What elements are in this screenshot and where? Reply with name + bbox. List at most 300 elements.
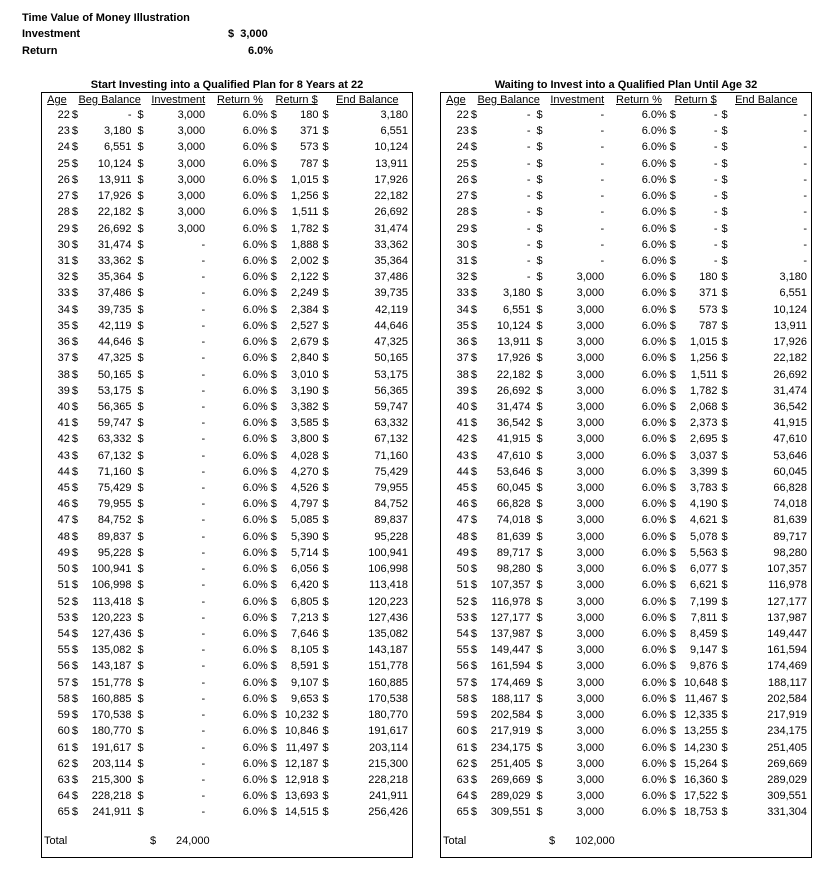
cell-return-pct: 6.0% xyxy=(641,222,667,235)
dollar-sign: $ xyxy=(536,709,543,722)
dollar-sign: $ xyxy=(322,319,329,332)
dollar-sign: $ xyxy=(721,109,728,121)
cell-end-balance: - xyxy=(803,206,807,219)
dollar-sign: $ xyxy=(721,238,728,251)
cell-end-balance: 256,426 xyxy=(368,806,408,819)
cell-end-balance: 3,180 xyxy=(779,271,807,284)
cell-return-dollar: 4,797 xyxy=(290,498,319,511)
cell-return-dollar: 4,028 xyxy=(290,449,319,462)
cell-age: 46 xyxy=(57,498,70,511)
dollar-sign: $ xyxy=(322,206,329,219)
dollar-sign: $ xyxy=(536,611,543,624)
dollar-sign: $ xyxy=(322,676,329,689)
cell-beg-balance: 251,405 xyxy=(490,757,531,770)
cell-age: 59 xyxy=(57,709,70,722)
cell-beg-balance: 106,998 xyxy=(91,579,132,592)
cell-age: 58 xyxy=(456,692,469,705)
cell-return-dollar: - xyxy=(713,173,718,186)
cell-return-dollar: 14,230 xyxy=(683,741,718,754)
cell-age: 22 xyxy=(456,109,469,121)
cell-age: 29 xyxy=(57,222,70,235)
total-row xyxy=(441,833,811,849)
dollar-sign: $ xyxy=(71,482,78,495)
cell-investment: 3,000 xyxy=(576,287,605,300)
cell-investment: 3,000 xyxy=(576,773,605,786)
cell-return-dollar: 17,522 xyxy=(683,790,718,803)
cell-end-balance: 47,325 xyxy=(374,336,408,349)
dollar-sign: $ xyxy=(270,579,277,592)
cell-return-pct: 6.0% xyxy=(242,336,268,349)
dollar-sign: $ xyxy=(270,141,277,154)
total-label: Total xyxy=(44,835,68,847)
dollar-sign: $ xyxy=(669,222,676,235)
cell-end-balance: 36,542 xyxy=(773,400,807,413)
dollar-sign: $ xyxy=(536,530,543,543)
dollar-sign: $ xyxy=(536,660,543,673)
dollar-sign: $ xyxy=(71,173,78,186)
cell-beg-balance: 71,160 xyxy=(97,465,132,478)
cell-return-dollar: 1,015 xyxy=(689,336,718,349)
cell-end-balance: 202,584 xyxy=(767,692,807,705)
cell-return-pct: 6.0% xyxy=(242,287,268,300)
table-row xyxy=(42,431,412,447)
cell-end-balance: 89,717 xyxy=(773,530,807,543)
cell-return-pct: 6.0% xyxy=(242,595,268,608)
dollar-sign: $ xyxy=(536,692,543,705)
dollar-sign: $ xyxy=(536,125,543,138)
cell-end-balance: 203,114 xyxy=(369,741,408,754)
cell-end-balance: 309,551 xyxy=(767,790,807,803)
dollar-sign: $ xyxy=(536,254,543,267)
cell-end-balance: 81,639 xyxy=(773,514,807,527)
cell-investment: - xyxy=(201,660,206,673)
cell-investment: 3,000 xyxy=(576,336,605,349)
cell-return-dollar: 5,390 xyxy=(290,530,319,543)
cell-age: 57 xyxy=(57,676,70,689)
table-header-row xyxy=(441,93,811,107)
dollar-sign: $ xyxy=(322,173,329,186)
dollar-sign: $ xyxy=(137,465,144,478)
dollar-sign: $ xyxy=(322,157,329,170)
table-row xyxy=(42,756,412,772)
dollar-sign: $ xyxy=(536,157,543,170)
cell-end-balance: 120,223 xyxy=(368,595,408,608)
table-row xyxy=(42,675,412,691)
dollar-sign: $ xyxy=(322,222,329,235)
cell-return-pct: 6.0% xyxy=(242,644,268,657)
dollar-sign: $ xyxy=(536,563,543,576)
cell-end-balance: 106,998 xyxy=(368,563,408,576)
cell-return-pct: 6.0% xyxy=(641,336,667,349)
table-row xyxy=(441,594,811,610)
cell-age: 60 xyxy=(456,725,469,738)
dollar-sign: $ xyxy=(669,125,676,138)
return-label: Return xyxy=(22,45,58,57)
dollar-sign: $ xyxy=(536,173,543,186)
cell-age: 54 xyxy=(57,628,70,640)
dollar-sign: $ xyxy=(470,254,477,267)
dollar-sign: $ xyxy=(721,287,728,300)
column-header-age: Age xyxy=(446,94,466,106)
cell-beg-balance: 26,692 xyxy=(496,384,531,397)
dollar-sign: $ xyxy=(470,190,477,203)
cell-age: 62 xyxy=(57,757,70,770)
cell-beg-balance: - xyxy=(526,141,531,154)
table-row xyxy=(42,253,412,269)
dollar-sign: $ xyxy=(669,611,676,624)
dollar-sign: $ xyxy=(536,644,543,657)
dollar-sign: $ xyxy=(137,303,144,316)
cell-end-balance: 13,911 xyxy=(375,157,408,170)
table-row xyxy=(42,399,412,415)
cell-return-dollar: 9,876 xyxy=(689,660,718,673)
cell-beg-balance: 17,926 xyxy=(97,190,132,203)
dollar-sign: $ xyxy=(721,433,728,446)
cell-return-dollar: 2,068 xyxy=(689,400,718,413)
cell-beg-balance: - xyxy=(526,254,531,267)
dollar-sign: $ xyxy=(721,595,728,608)
cell-return-dollar: 1,782 xyxy=(689,384,718,397)
cell-age: 64 xyxy=(57,790,70,803)
table-row xyxy=(42,367,412,383)
cell-beg-balance: 60,045 xyxy=(496,482,531,495)
cell-age: 63 xyxy=(456,773,469,786)
cell-beg-balance: 269,669 xyxy=(490,773,531,786)
cell-investment: 3,000 xyxy=(576,644,605,657)
cell-beg-balance: - xyxy=(526,190,531,203)
cell-age: 32 xyxy=(57,271,70,284)
dollar-sign: $ xyxy=(470,790,477,803)
dollar-sign: $ xyxy=(71,384,78,397)
cell-beg-balance: 149,447 xyxy=(490,644,531,657)
cell-investment: - xyxy=(201,530,206,543)
cell-investment: - xyxy=(201,644,206,657)
dollar-sign: $ xyxy=(322,563,329,576)
cell-return-dollar: 7,213 xyxy=(290,611,319,624)
cell-beg-balance: 17,926 xyxy=(496,352,531,365)
dollar-sign: $ xyxy=(270,546,277,559)
cell-return-dollar: 12,187 xyxy=(284,757,319,770)
dollar-sign: $ xyxy=(137,563,144,576)
dollar-sign: $ xyxy=(71,352,78,365)
dollar-sign: $ xyxy=(470,173,477,186)
cell-return-dollar: - xyxy=(713,222,718,235)
dollar-sign: $ xyxy=(470,644,477,657)
cell-return-dollar: 6,420 xyxy=(290,579,319,592)
cell-return-dollar: 6,056 xyxy=(290,563,319,576)
dollar-sign: $ xyxy=(470,287,477,300)
dollar-sign: $ xyxy=(721,173,728,186)
dollar-sign: $ xyxy=(470,725,477,738)
dollar-sign: $ xyxy=(721,676,728,689)
table-row xyxy=(42,350,412,366)
cell-beg-balance: 89,837 xyxy=(97,530,132,543)
dollar-sign: $ xyxy=(721,271,728,284)
cell-beg-balance: 42,119 xyxy=(98,319,132,332)
cell-investment: - xyxy=(201,384,206,397)
cell-return-dollar: 9,147 xyxy=(689,644,718,657)
cell-age: 28 xyxy=(57,206,70,219)
dollar-sign: $ xyxy=(137,546,144,559)
cell-age: 60 xyxy=(57,725,70,738)
cell-beg-balance: 3,180 xyxy=(103,125,132,138)
cell-investment: - xyxy=(600,254,605,267)
dollar-sign: $ xyxy=(721,498,728,511)
dollar-sign: $ xyxy=(669,173,676,186)
cell-return-pct: 6.0% xyxy=(242,417,268,430)
cell-beg-balance: 13,911 xyxy=(98,173,132,186)
cell-investment: - xyxy=(201,595,206,608)
dollar-sign: $ xyxy=(322,190,329,203)
table-row xyxy=(441,448,811,464)
table-row xyxy=(441,512,811,528)
dollar-sign: $ xyxy=(71,271,78,284)
dollar-sign: $ xyxy=(470,692,477,705)
table-row xyxy=(441,723,811,739)
dollar-sign: $ xyxy=(721,482,728,495)
dollar-sign: $ xyxy=(322,644,329,657)
schedule-table xyxy=(41,92,413,858)
cell-investment: - xyxy=(201,303,206,316)
dollar-sign: $ xyxy=(669,417,676,430)
dollar-sign: $ xyxy=(322,773,329,786)
dollar-sign: $ xyxy=(536,806,543,819)
dollar-sign: $ xyxy=(721,611,728,624)
cell-beg-balance: 56,365 xyxy=(97,400,132,413)
cell-return-pct: 6.0% xyxy=(242,611,268,624)
investment-value: $ 3,000 xyxy=(228,28,268,40)
table-row xyxy=(441,188,811,204)
cell-end-balance: 98,280 xyxy=(773,546,807,559)
cell-beg-balance: 84,752 xyxy=(97,514,132,527)
cell-beg-balance: 35,364 xyxy=(97,271,132,284)
cell-beg-balance: 37,486 xyxy=(97,287,132,300)
dollar-sign: $ xyxy=(721,206,728,219)
column-header-return-dollar: Return $ xyxy=(674,94,717,106)
dollar-sign: $ xyxy=(71,303,78,316)
cell-age: 55 xyxy=(57,644,70,657)
column-header-return-pct: Return % xyxy=(616,94,662,106)
cell-return-pct: 6.0% xyxy=(242,141,268,154)
cell-beg-balance: 6,551 xyxy=(103,141,132,154)
cell-beg-balance: 66,828 xyxy=(496,498,531,511)
cell-beg-balance: - xyxy=(526,206,531,219)
cell-return-pct: 6.0% xyxy=(242,352,268,365)
cell-return-dollar: 3,190 xyxy=(290,384,319,397)
cell-beg-balance: - xyxy=(526,173,531,186)
cell-investment: - xyxy=(201,725,206,738)
dollar-sign: $ xyxy=(721,709,728,722)
cell-return-dollar: 1,256 xyxy=(689,352,718,365)
cell-beg-balance: 89,717 xyxy=(496,546,531,559)
table-row xyxy=(441,367,811,383)
dollar-sign: $ xyxy=(322,287,329,300)
table-row xyxy=(42,707,412,723)
total-label: Total xyxy=(443,835,467,847)
cell-age: 52 xyxy=(456,595,469,608)
dollar-sign: $ xyxy=(470,579,477,592)
dollar-sign: $ xyxy=(470,433,477,446)
dollar-sign: $ xyxy=(71,109,78,121)
cell-beg-balance: 6,551 xyxy=(502,303,531,316)
dollar-sign: $ xyxy=(71,773,78,786)
cell-return-pct: 6.0% xyxy=(641,563,667,576)
dollar-sign: $ xyxy=(137,676,144,689)
cell-investment: 3,000 xyxy=(576,546,605,559)
cell-end-balance: 26,692 xyxy=(773,368,807,381)
cell-return-pct: 6.0% xyxy=(641,628,667,640)
cell-investment: 3,000 xyxy=(576,498,605,511)
cell-return-pct: 6.0% xyxy=(242,546,268,559)
cell-return-pct: 6.0% xyxy=(242,498,268,511)
dollar-sign: $ xyxy=(71,287,78,300)
cell-end-balance: 47,610 xyxy=(773,433,807,446)
dollar-sign: $ xyxy=(322,271,329,284)
cell-return-dollar: - xyxy=(713,206,718,219)
dollar-sign: $ xyxy=(721,741,728,754)
cell-return-pct: 6.0% xyxy=(641,190,667,203)
dollar-sign: $ xyxy=(536,109,543,121)
table-row xyxy=(42,156,412,172)
table-row xyxy=(441,285,811,301)
cell-return-dollar: 2,695 xyxy=(689,433,718,446)
table-row xyxy=(42,529,412,545)
dollar-sign: $ xyxy=(137,741,144,754)
cell-beg-balance: 113,418 xyxy=(92,595,132,608)
cell-return-pct: 6.0% xyxy=(242,482,268,495)
dollar-sign: $ xyxy=(71,741,78,754)
cell-investment: 3,000 xyxy=(576,628,605,640)
cell-beg-balance: 143,187 xyxy=(91,660,132,673)
cell-investment: - xyxy=(201,692,206,705)
cell-end-balance: 269,669 xyxy=(767,757,807,770)
cell-end-balance: 67,132 xyxy=(374,433,408,446)
cell-return-dollar: 2,527 xyxy=(290,319,319,332)
dollar-sign: $ xyxy=(137,482,144,495)
cell-age: 59 xyxy=(456,709,469,722)
table-row xyxy=(441,237,811,253)
cell-beg-balance: 309,551 xyxy=(490,806,531,819)
cell-end-balance: 60,045 xyxy=(773,465,807,478)
cell-investment: - xyxy=(201,579,206,592)
dollar-sign: $ xyxy=(322,238,329,251)
table-row xyxy=(42,512,412,528)
dollar-sign: $ xyxy=(270,125,277,138)
cell-return-pct: 6.0% xyxy=(641,773,667,786)
table-row xyxy=(441,642,811,658)
cell-investment: - xyxy=(201,498,206,511)
dollar-sign: $ xyxy=(71,595,78,608)
cell-beg-balance: 174,469 xyxy=(490,676,531,689)
cell-beg-balance: 3,180 xyxy=(502,287,531,300)
dollar-sign: $ xyxy=(721,141,728,154)
cell-age: 23 xyxy=(456,125,469,138)
cell-age: 26 xyxy=(57,173,70,186)
dollar-sign: $ xyxy=(71,125,78,138)
dollar-sign: $ xyxy=(270,465,277,478)
dollar-sign: $ xyxy=(137,628,144,640)
cell-return-pct: 6.0% xyxy=(242,222,268,235)
cell-investment: 3,000 xyxy=(576,319,605,332)
table-body xyxy=(42,107,412,821)
dollar-sign: $ xyxy=(137,806,144,819)
cell-beg-balance: 127,177 xyxy=(490,611,531,624)
cell-return-pct: 6.0% xyxy=(641,157,667,170)
dollar-sign: $ xyxy=(137,384,144,397)
dollar-sign: $ xyxy=(470,465,477,478)
cell-age: 40 xyxy=(57,400,70,413)
cell-return-dollar: 1,888 xyxy=(290,238,319,251)
cell-end-balance: 127,436 xyxy=(368,611,408,624)
cell-investment: 3,000 xyxy=(576,725,605,738)
dollar-sign: $ xyxy=(137,709,144,722)
table-row xyxy=(441,107,811,123)
table-row xyxy=(441,691,811,707)
cell-age: 50 xyxy=(456,563,469,576)
cell-return-dollar: - xyxy=(713,254,718,267)
dollar-sign: $ xyxy=(536,449,543,462)
dollar-sign: $ xyxy=(536,757,543,770)
cell-return-pct: 6.0% xyxy=(242,790,268,803)
cell-age: 40 xyxy=(456,400,469,413)
cell-end-balance: 56,365 xyxy=(374,384,408,397)
cell-end-balance: - xyxy=(803,238,807,251)
cell-end-balance: 215,300 xyxy=(368,757,408,770)
dollar-sign: $ xyxy=(71,417,78,430)
cell-age: 33 xyxy=(456,287,469,300)
cell-beg-balance: 36,542 xyxy=(496,417,531,430)
dollar-sign: $ xyxy=(270,238,277,251)
dollar-sign: $ xyxy=(721,465,728,478)
cell-investment: - xyxy=(600,173,605,186)
dollar-sign: $ xyxy=(470,368,477,381)
cell-end-balance: 17,926 xyxy=(773,336,807,349)
cell-age: 62 xyxy=(456,757,469,770)
table-body xyxy=(441,107,811,821)
cell-age: 25 xyxy=(57,157,70,170)
dollar-sign: $ xyxy=(536,595,543,608)
dollar-sign: $ xyxy=(721,757,728,770)
cell-return-dollar: 12,918 xyxy=(284,773,319,786)
cell-investment: - xyxy=(201,773,206,786)
dollar-sign: $ xyxy=(270,222,277,235)
table-row xyxy=(441,658,811,674)
cell-return-dollar: 7,199 xyxy=(689,595,718,608)
cell-beg-balance: 75,429 xyxy=(97,482,132,495)
cell-beg-balance: 188,117 xyxy=(491,692,531,705)
dollar-sign: $ xyxy=(536,433,543,446)
cell-return-pct: 6.0% xyxy=(641,530,667,543)
dollar-sign: $ xyxy=(71,676,78,689)
dollar-sign: $ xyxy=(270,611,277,624)
dollar-sign: $ xyxy=(270,173,277,186)
table-row xyxy=(441,740,811,756)
dollar-sign: $ xyxy=(470,757,477,770)
cell-return-dollar: 4,526 xyxy=(290,482,319,495)
cell-end-balance: 53,646 xyxy=(773,449,807,462)
cell-return-pct: 6.0% xyxy=(242,773,268,786)
dollar-sign: $ xyxy=(322,790,329,803)
cell-age: 22 xyxy=(57,109,70,121)
cell-age: 43 xyxy=(456,449,469,462)
table-row xyxy=(441,350,811,366)
cell-return-dollar: 7,811 xyxy=(690,611,718,624)
cell-investment: 3,000 xyxy=(576,790,605,803)
dollar-sign: $ xyxy=(470,773,477,786)
cell-return-dollar: 9,107 xyxy=(290,676,319,689)
dollar-sign: $ xyxy=(669,709,676,722)
cell-end-balance: 17,926 xyxy=(374,173,408,186)
